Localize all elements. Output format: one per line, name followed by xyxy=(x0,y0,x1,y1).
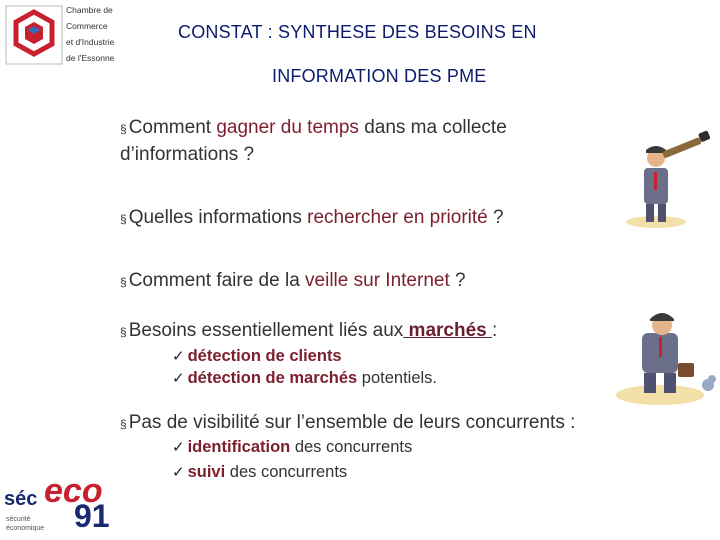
checkmark-icon: ✓ xyxy=(172,464,185,481)
bullet-2-text: Quelles informations xyxy=(128,207,308,228)
bullet-4 xyxy=(120,318,497,345)
sub-bullet-5-1 xyxy=(172,436,412,459)
bullet-1-text-end: dans ma collecte xyxy=(358,117,507,138)
bullet-3-text-end: ? xyxy=(449,270,466,291)
bullet-1-highlight: gagner du temps xyxy=(216,117,359,138)
bullet-square-icon: § xyxy=(120,122,127,136)
bullet-2-highlight: rechercher en priorité xyxy=(307,207,488,228)
bullet-1-line-2: d’informations ? xyxy=(120,144,255,165)
slide-title-line-1: CONSTAT : SYNTHESE DES BESOINS EN xyxy=(178,22,537,42)
checkmark-icon: ✓ xyxy=(172,370,185,387)
logo-tagline-1: sécurité xyxy=(6,516,31,523)
logo-brand-sec: séc xyxy=(4,488,38,510)
logo-brand-eco: eco xyxy=(44,472,103,510)
sub-bullet-5-1-bold: identification xyxy=(187,438,291,456)
sub-bullet-5-2-bold: suivi xyxy=(187,463,226,481)
sececo91-logo xyxy=(2,470,120,538)
bullet-square-icon: § xyxy=(120,417,127,431)
sub-bullet-5-2-rest: des concurrents xyxy=(225,463,348,481)
bullet-square-icon: § xyxy=(120,325,127,339)
bullet-1 xyxy=(120,115,507,167)
checkmark-icon: ✓ xyxy=(172,439,185,456)
logo-tagline-2: économique xyxy=(6,525,45,532)
bullet-1-text: Comment xyxy=(128,117,217,138)
sub-bullet-5-1-rest: des concurrents xyxy=(290,438,413,456)
bullet-2-text-end: ? xyxy=(487,207,504,228)
businessman-telescope-illustration xyxy=(618,120,720,230)
bullet-5 xyxy=(120,410,575,437)
bullet-3-highlight: veille sur Internet xyxy=(305,270,450,291)
logo-line-3: et d'Industrie xyxy=(66,37,115,47)
logo-brand-number: 91 xyxy=(74,498,110,534)
bullet-4-text-end: : xyxy=(492,320,498,341)
sub-bullet-4-2-rest: potentiels. xyxy=(357,369,438,387)
businessman-briefcase-illustration xyxy=(612,305,720,405)
sub-bullet-4-2-bold: détection de marchés xyxy=(187,369,358,387)
bullet-2 xyxy=(120,205,504,232)
bullet-4-highlight: marchés xyxy=(403,320,493,341)
logo-line-1: Chambre de xyxy=(66,5,113,15)
checkmark-icon: ✓ xyxy=(172,348,185,365)
bullet-3-text: Comment faire de la xyxy=(128,270,306,291)
cci-essonne-logo xyxy=(4,4,120,66)
logo-line-4: de l'Essonne xyxy=(66,53,115,63)
sub-bullet-4-1-bold: détection de clients xyxy=(187,347,342,365)
bullet-4-text: Besoins essentiellement liés aux xyxy=(128,320,404,341)
sub-bullet-5-2 xyxy=(172,461,347,484)
bullet-5-text: Pas de visibilité sur l’ensemble de leurs concurrents : xyxy=(128,412,576,433)
cci-emblem-icon xyxy=(4,4,64,66)
bullet-3 xyxy=(120,268,466,295)
bullet-square-icon: § xyxy=(120,275,127,289)
bullet-square-icon: § xyxy=(120,212,127,226)
slide-title-line-2: INFORMATION DES PME xyxy=(272,66,487,86)
sub-bullet-4-1 xyxy=(172,345,342,368)
sub-bullet-4-2 xyxy=(172,367,437,390)
logo-line-2: Commerce xyxy=(66,21,108,31)
